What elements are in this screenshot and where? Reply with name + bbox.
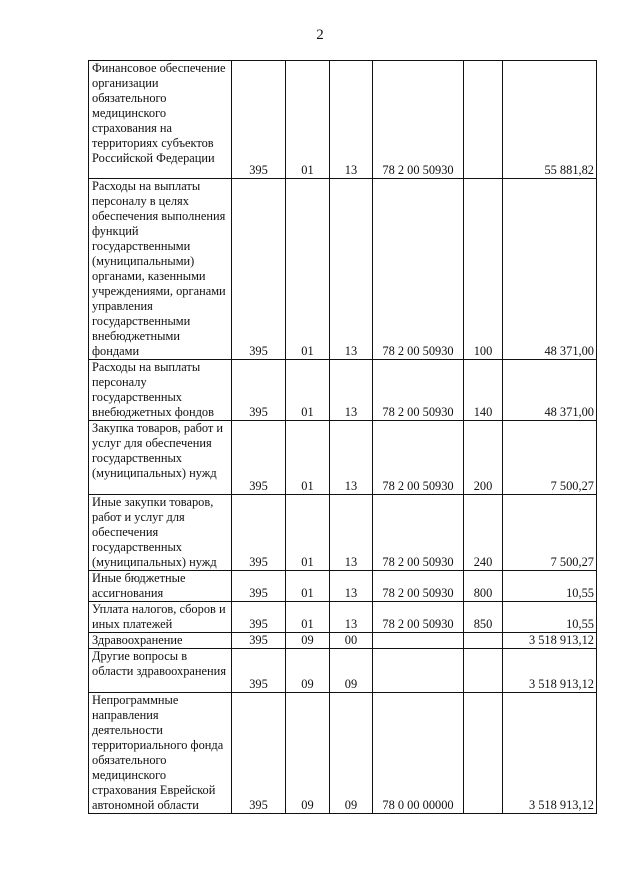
target-article-cell: 78 2 00 50930 — [373, 602, 464, 633]
subsection-code-cell: 09 — [330, 693, 373, 814]
target-article-cell: 78 2 00 50930 — [373, 179, 464, 360]
table-row — [89, 693, 597, 814]
section-code-cell: 01 — [286, 360, 330, 421]
section-code-cell: 01 — [286, 61, 330, 179]
amount-cell: 3 518 913,12 — [503, 649, 597, 693]
expense-type-cell: 800 — [464, 571, 503, 602]
amount-cell: 48 371,00 — [503, 179, 597, 360]
target-article-cell: 78 2 00 50930 — [373, 421, 464, 495]
item-name-cell — [89, 633, 232, 649]
grbs-code-cell: 395 — [232, 633, 286, 649]
section-code-cell: 09 — [286, 633, 330, 649]
amount-cell: 10,55 — [503, 602, 597, 633]
item-name-cell — [89, 571, 232, 602]
amount-cell: 3 518 913,12 — [503, 633, 597, 649]
item-name-cell — [89, 602, 232, 633]
item-name-cell — [89, 693, 232, 814]
subsection-code-cell: 13 — [330, 495, 373, 571]
amount-cell: 48 371,00 — [503, 360, 597, 421]
section-code-cell: 01 — [286, 495, 330, 571]
expense-type-cell — [464, 61, 503, 179]
subsection-code-cell: 00 — [330, 633, 373, 649]
grbs-code-cell: 395 — [232, 360, 286, 421]
item-name: Расходы на выплаты персоналу государственных внебюджетных фондов — [92, 360, 214, 419]
table-row — [89, 179, 597, 360]
table-row — [89, 421, 597, 495]
amount-cell: 10,55 — [503, 571, 597, 602]
section-code-cell: 09 — [286, 649, 330, 693]
subsection-code-cell: 09 — [330, 649, 373, 693]
target-article-cell: 78 2 00 50930 — [373, 360, 464, 421]
item-name-cell — [89, 421, 232, 495]
target-article-cell — [373, 649, 464, 693]
subsection-code-cell: 13 — [330, 360, 373, 421]
item-name-cell — [89, 495, 232, 571]
item-name: Уплата налогов, сборов и иных платежей — [92, 602, 226, 631]
item-name: Финансовое обеспечение организации обязательного медицинского страхования на территориях субъектов Российской Федерации — [92, 61, 226, 165]
grbs-code-cell: 395 — [232, 649, 286, 693]
subsection-code-cell: 13 — [330, 179, 373, 360]
table-row — [89, 571, 597, 602]
budget-table — [88, 60, 597, 814]
page-number: 2 — [316, 27, 324, 43]
expense-type-cell: 850 — [464, 602, 503, 633]
expense-type-cell: 240 — [464, 495, 503, 571]
item-name: Непрограммные направления деятельности территориального фонда обязательного медицинского страхования Еврейской автономной области — [92, 693, 224, 812]
target-article-cell — [373, 633, 464, 649]
table-row — [89, 495, 597, 571]
section-code-cell: 01 — [286, 421, 330, 495]
expense-type-cell — [464, 633, 503, 649]
table-row — [89, 633, 597, 649]
item-name-cell — [89, 649, 232, 693]
target-article-cell: 78 2 00 50930 — [373, 571, 464, 602]
item-name-cell — [89, 61, 232, 179]
subsection-code-cell: 13 — [330, 602, 373, 633]
item-name: Здравоохранение — [92, 633, 183, 647]
item-name-cell — [89, 179, 232, 360]
amount-cell: 55 881,82 — [503, 61, 597, 179]
section-code-cell: 01 — [286, 571, 330, 602]
target-article-cell: 78 2 00 50930 — [373, 495, 464, 571]
item-name: Закупка товаров, работ и услуг для обеспечения государственных (муниципальных) нужд — [92, 421, 224, 480]
table-row — [89, 360, 597, 421]
grbs-code-cell: 395 — [232, 421, 286, 495]
subsection-code-cell: 13 — [330, 571, 373, 602]
grbs-code-cell: 395 — [232, 571, 286, 602]
target-article-cell: 78 0 00 00000 — [373, 693, 464, 814]
item-name: Иные бюджетные ассигнования — [92, 571, 186, 600]
amount-cell: 7 500,27 — [503, 495, 597, 571]
expense-type-cell: 200 — [464, 421, 503, 495]
item-name-cell — [89, 360, 232, 421]
table-row — [89, 61, 597, 179]
subsection-code-cell: 13 — [330, 61, 373, 179]
table-row — [89, 602, 597, 633]
expense-type-cell: 100 — [464, 179, 503, 360]
table-row — [89, 649, 597, 693]
amount-cell: 3 518 913,12 — [503, 693, 597, 814]
expense-type-cell: 140 — [464, 360, 503, 421]
grbs-code-cell: 395 — [232, 693, 286, 814]
grbs-code-cell: 395 — [232, 602, 286, 633]
section-code-cell: 09 — [286, 693, 330, 814]
section-code-cell: 01 — [286, 602, 330, 633]
grbs-code-cell: 395 — [232, 179, 286, 360]
expense-type-cell — [464, 693, 503, 814]
expense-type-cell — [464, 649, 503, 693]
item-name: Расходы на выплаты персоналу в целях обеспечения выполнения функций государственными (муниципальными) органами, казенными учреждениями, органами управления государственными внебюджетными фондами — [92, 179, 226, 358]
target-article-cell: 78 2 00 50930 — [373, 61, 464, 179]
item-name: Иные закупки товаров, работ и услуг для обеспечения государственных (муниципальных) нужд — [92, 495, 217, 569]
section-code-cell: 01 — [286, 179, 330, 360]
grbs-code-cell: 395 — [232, 495, 286, 571]
item-name: Другие вопросы в области здравоохранения — [92, 649, 227, 678]
subsection-code-cell: 13 — [330, 421, 373, 495]
grbs-code-cell: 395 — [232, 61, 286, 179]
amount-cell: 7 500,27 — [503, 421, 597, 495]
